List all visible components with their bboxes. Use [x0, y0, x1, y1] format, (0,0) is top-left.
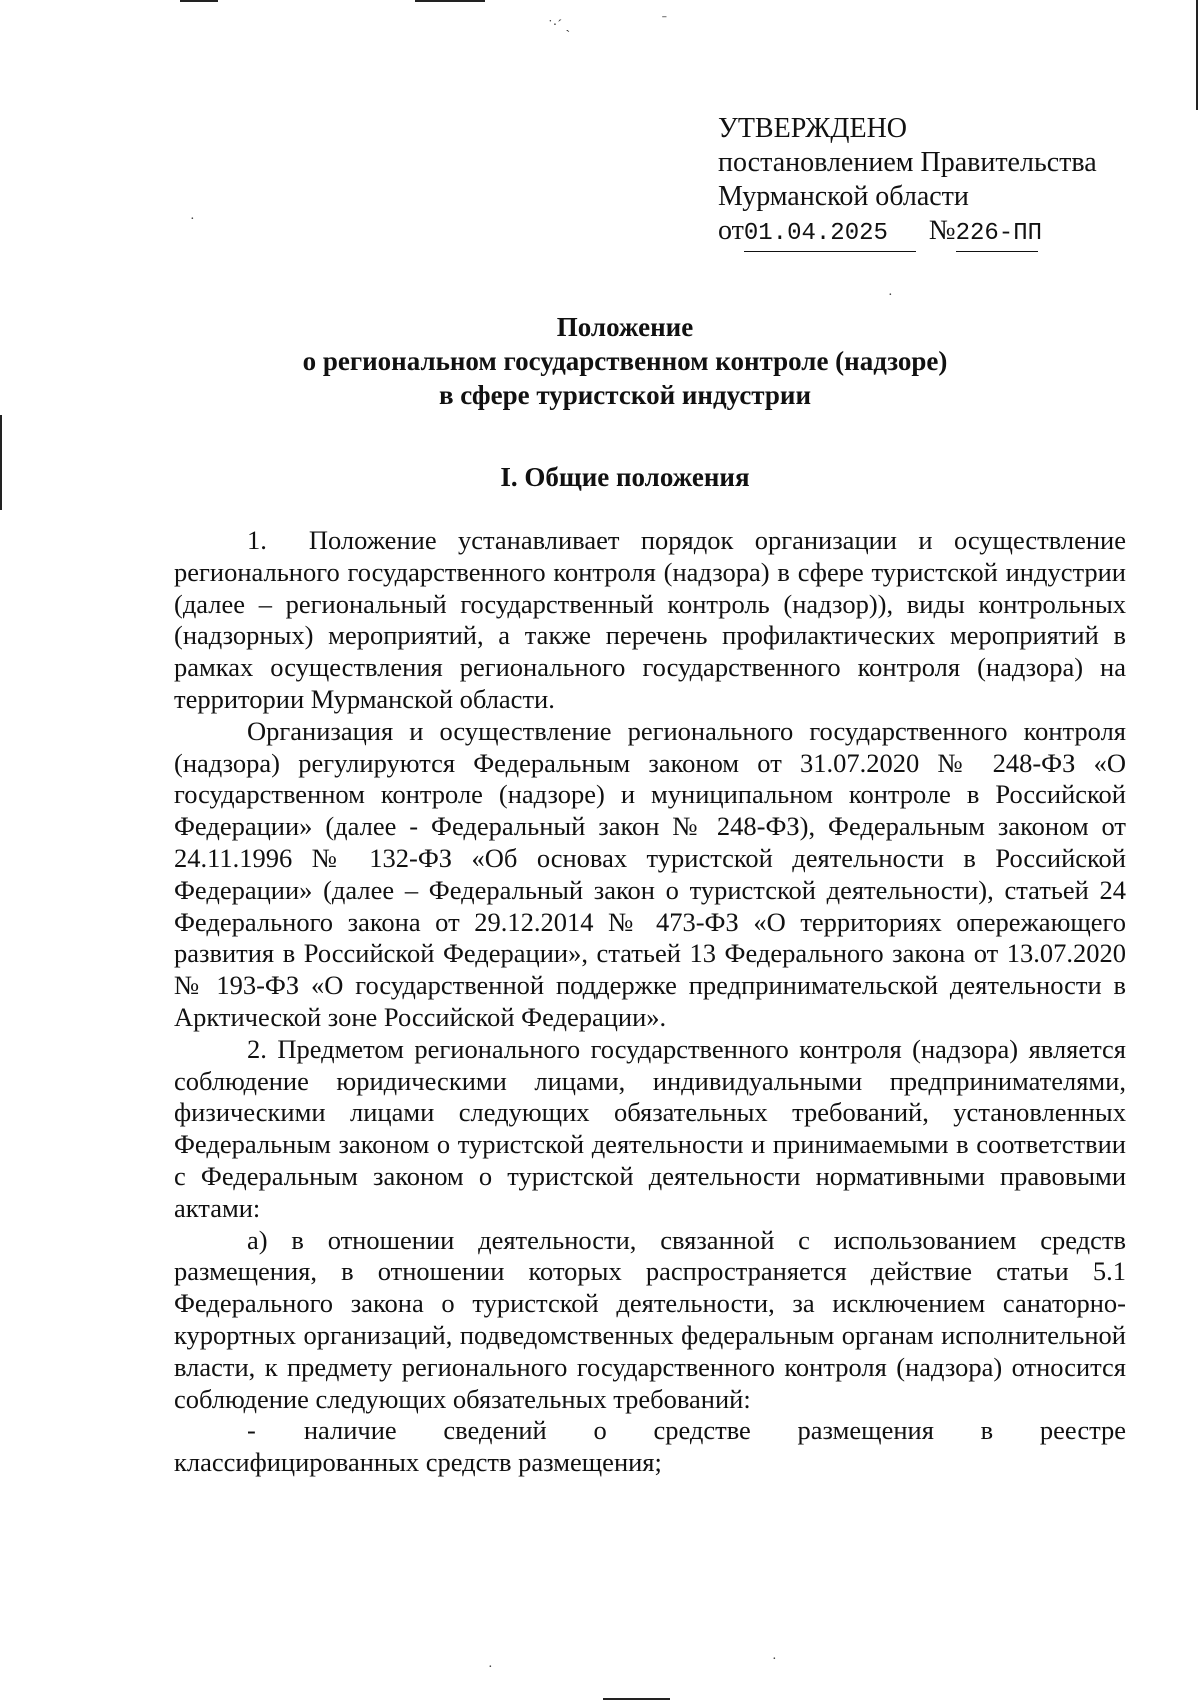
paragraph-1-text: Положение устанавливает порядок организации и осуществление регионального государственного контроля (надзора) в сфере туристской индустрии (далее – региональный государственный контроль (надзор)), виды контрольных (надзорных) мероприятий, а также перечень профилактических мероприятий в рамках осуществления регионального государственного контроля (надзора) на территории Мурманской области.: [174, 525, 1126, 714]
approval-number-sign: №: [928, 215, 956, 246]
title-line-1: Положение: [556, 312, 694, 342]
approval-stamp: [718, 112, 1097, 252]
scan-mark-top-center: [415, 0, 485, 2]
paragraph-5-text: наличие сведений о средстве размещения в реестре классифицированных средств размещения;: [174, 1415, 1126, 1478]
scan-speck: ·: [488, 1660, 493, 1675]
scan-mark-right-edge: [1196, 0, 1198, 110]
approval-date-value: 01.04.2025: [743, 220, 888, 247]
scan-speck: ·: [190, 212, 195, 227]
scan-speck: ˉ: [662, 14, 667, 29]
approval-number: [955, 217, 1043, 252]
paragraph-5: [174, 1415, 1126, 1479]
approval-date: [744, 217, 916, 252]
approval-number-value: 226-ПП: [955, 220, 1043, 247]
document-title: [0, 310, 1200, 412]
title-line-3: в сфере туристской индустрии: [438, 380, 812, 410]
list-dash: -: [247, 1415, 256, 1446]
title-line-2: о региональном государственном контроле (надзоре): [302, 346, 948, 376]
scan-mark-bottom: [603, 1698, 670, 1700]
scan-speck: ·: [772, 1652, 777, 1667]
approval-date-line: [718, 214, 1097, 252]
approval-status: УТВЕРЖДЕНО: [718, 113, 908, 144]
scan-speck: ˙·ˊ ˏ: [548, 18, 571, 33]
section-heading: I. Общие положения: [500, 462, 750, 492]
paragraph-1: [174, 525, 1126, 716]
approval-line-1: постановлением Правительства: [718, 147, 1097, 178]
paragraph-2: Организация и осуществление регионального государственного контроля (надзора) регулируются Федеральным законом от 31.07.2020 № 248-ФЗ «О государственном контроле (надзоре) и муниципальном контроле в Российской Федерации» (далее - Федеральный закон № 248-ФЗ), Федеральным законом от 24.11.1996 № 132-ФЗ «Об основах туристской деятельности в Российской Федерации» (далее – Федеральный закон о туристской деятельности), статьей 24 Федерального закона от 29.12.2014 № 473-ФЗ «О территориях опережающего развития в Российской Федерации», статьей 13 Федерального закона от 13.07.2020 № 193-ФЗ «О государственной поддержке предпринимательской деятельности в Арктической зоне Российской Федерации».: [174, 715, 1126, 1032]
approval-line-2: Мурманской области: [718, 181, 969, 212]
paragraph-1-number: 1.: [247, 525, 267, 555]
approval-date-prefix: от: [718, 215, 744, 246]
paragraph-3: 2. Предметом регионального государственного контроля (надзора) является соблюдение юридическими лицами, индивидуальными предпринимателями, физическими лицами следующих обязательных требований, установленных Федеральным законом о туристской деятельности и принимаемыми в соответствии с Федеральным законом о туристской деятельности нормативными правовыми актами:: [174, 1033, 1126, 1223]
scan-speck: ·: [888, 288, 893, 303]
document-body: [174, 525, 1126, 1479]
paragraph-4: а) в отношении деятельности, связанной с использованием средств размещения, в отношении которых распространяется действие статьи 5.1 Федерального закона о туристской деятельности, за исключением санаторно-курортных организаций, подведомственных федеральным органам исполнительной власти, к предмету регионального государственного контроля (надзора) относится соблюдение следующих обязательных требований:: [174, 1224, 1126, 1414]
scan-mark-top-left: [180, 0, 218, 2]
